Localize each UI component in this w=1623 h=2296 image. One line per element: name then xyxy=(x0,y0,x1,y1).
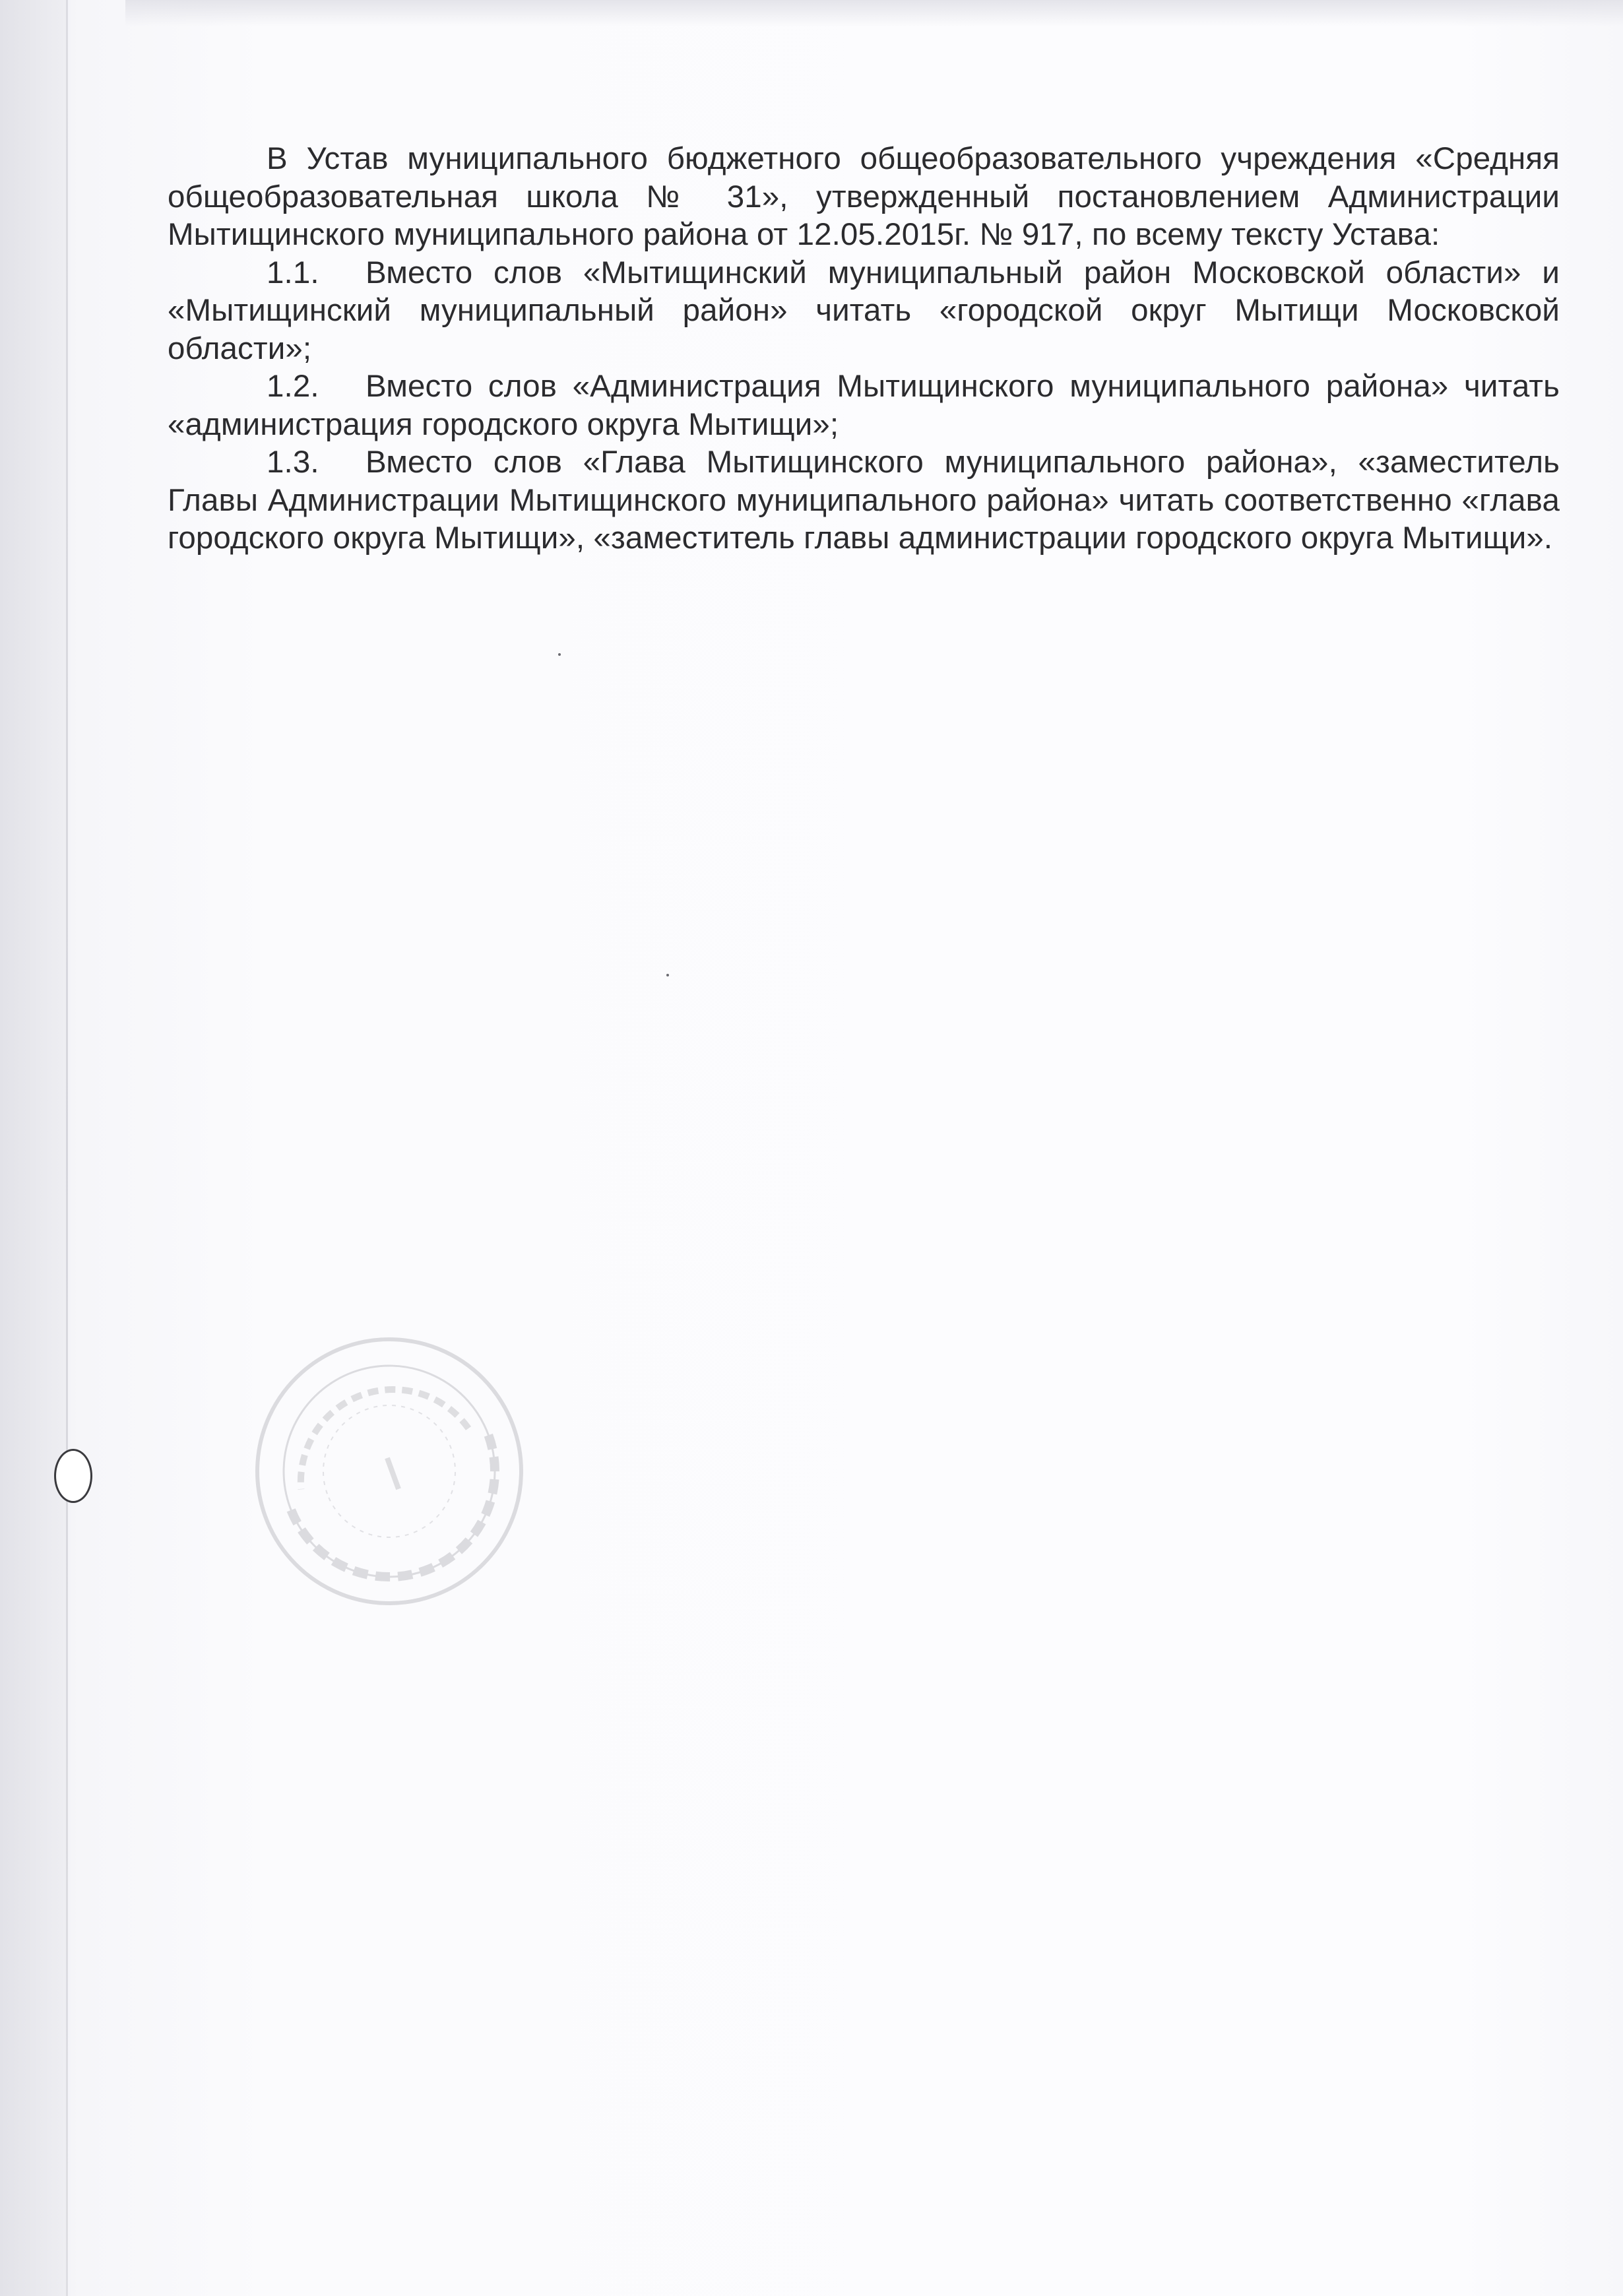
paragraph-text: Вместо слов «Администрация Мытищинского муниципального района» читать «администрация городского округа Мытищи»; xyxy=(168,369,1560,442)
punch-hole xyxy=(54,1449,92,1503)
paragraph-text: Вместо слов «Мытищинский муниципальный район Московской области» и «Мытищинский муниципальный район» читать «городской округ Мытищи Московской области»; xyxy=(168,255,1560,366)
item-number: 1.2. xyxy=(267,369,319,404)
speck xyxy=(558,653,561,656)
paragraph-text: В Устав муниципального бюджетного общеобразовательного учреждения «Средняя общеобразовательная школа № 31», утвержденный постановлением Администрации Мытищинского муниципального района от 12.05.2015г. № 917, по всему тексту Устава: xyxy=(168,141,1560,252)
item-1-3 xyxy=(168,443,1560,558)
item-1-1 xyxy=(168,254,1560,368)
item-number: 1.3. xyxy=(267,445,319,480)
item-1-2 xyxy=(168,367,1560,443)
speck xyxy=(666,974,669,976)
item-number: 1.1. xyxy=(267,255,319,290)
page-crease xyxy=(66,0,68,2296)
page-edge-shadow xyxy=(0,0,66,2296)
intro-paragraph xyxy=(168,140,1560,254)
document-body xyxy=(168,140,1560,558)
top-fold-shadow xyxy=(125,0,1623,26)
paragraph-text: Вместо слов «Глава Мытищинского муниципального района», «заместитель Главы Администрации Мытищинского муниципального района» читать соответственно «глава городского округа Мытищи», «заместитель главы администрации городского округа Мытищи». xyxy=(168,445,1560,556)
round-seal-icon xyxy=(238,1320,541,1623)
